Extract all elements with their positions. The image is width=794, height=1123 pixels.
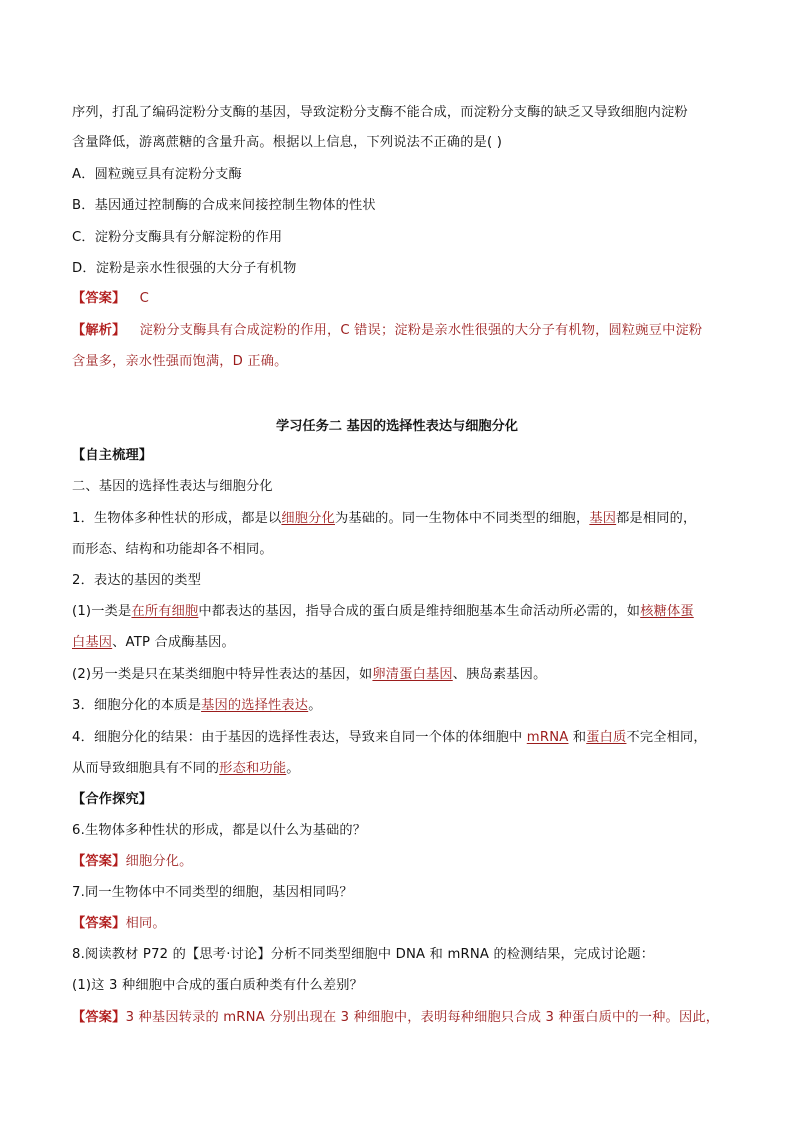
question-8: 8.阅读教材 P72 的【思考·讨论】分析不同类型细胞中 DNA 和 mRNA 的检测结果，完成讨论题： <box>72 947 655 962</box>
point-1: 1．生物体多种性状的形成，都是以细胞分化为基础的。同一生物体中不同类型的细胞，基因都是相同的， <box>72 511 697 526</box>
analysis-text-line-2: 含量多，亲水性强而饱满，D 正确。 <box>72 354 288 369</box>
answer-row <box>72 290 149 308</box>
answer-label: 【答案】 <box>72 291 126 306</box>
question-6: 6.生物体多种性状的形成，都是以什么为基础的？ <box>72 823 367 838</box>
point-3: 3．细胞分化的本质是基因的选择性表达。 <box>72 698 322 713</box>
point-2-1: (1)一类是在所有细胞中都表达的基因，指导合成的蛋白质是维持细胞基本生命活动所必需的，如核糖体蛋 <box>72 604 694 619</box>
answer-value: C <box>139 291 149 306</box>
analysis-row <box>72 322 702 340</box>
analysis-label: 【解析】 <box>72 323 126 338</box>
question-8-1: (1)这 3 种细胞中合成的蛋白质种类有什么差别？ <box>72 978 364 993</box>
analysis-text-line-1: 淀粉分支酶具有合成淀粉的作用，C 错误；淀粉是亲水性很强的大分子有机物，圆粒豌豆中淀粉 <box>139 323 703 338</box>
blank-answer: 基因 <box>589 511 617 526</box>
self-study-label: 【自主梳理】 <box>72 448 153 463</box>
blank-answer: 蛋白质 <box>586 730 627 745</box>
blank-answer: mRNA <box>526 730 569 745</box>
point-2-1-line-2: 白基因、ATP 合成酶基因。 <box>72 635 235 650</box>
option-a: A．圆粒豌豆具有淀粉分支酶 <box>72 167 242 182</box>
point-1-line-2: 而形态、结构和功能却各不相同。 <box>72 542 273 557</box>
task-title: 学习任务二 基因的选择性表达与细胞分化 <box>276 419 518 434</box>
point-4: 4．细胞分化的结果：由于基因的选择性表达，导致来自同一个体的体细胞中 mRNA 和蛋白质不完全相同， <box>72 730 707 745</box>
cooperative-inquiry-label: 【合作探究】 <box>72 792 153 807</box>
question-7: 7.同一生物体中不同类型的细胞，基因相同吗？ <box>72 885 353 900</box>
answer-6: 【答案】细胞分化。 <box>72 854 193 869</box>
option-b: B．基因通过控制酶的合成来间接控制生物体的性状 <box>72 198 376 213</box>
blank-answer: 核糖体蛋 <box>640 604 694 619</box>
question-text-line-1: 序列，打乱了编码淀粉分支酶的基因，导致淀粉分支酶不能合成，而淀粉分支酶的缺乏又导致细胞内淀粉 <box>72 105 688 120</box>
section-heading: 二、基因的选择性表达与细胞分化 <box>72 479 273 494</box>
question-text-line-2: 含量降低，游离蔗糖的含量升高。根据以上信息，下列说法不正确的是( ) <box>72 135 503 150</box>
answer-8-1: 【答案】3 种基因转录的 mRNA 分别出现在 3 种细胞中，表明每种细胞只合成 3 种蛋白质中的一种。因此， <box>72 1010 720 1025</box>
answer-7: 【答案】相同。 <box>72 916 166 931</box>
blank-answer: 在所有细胞 <box>131 604 199 619</box>
point-2-2: (2)另一类是只在某类细胞中特异性表达的基因，如卵清蛋白基因、胰岛素基因。 <box>72 667 547 682</box>
point-4-line-2: 从而导致细胞具有不同的形态和功能。 <box>72 761 300 776</box>
blank-answer: 形态和功能 <box>219 761 287 776</box>
blank-answer: 白基因 <box>72 635 113 650</box>
blank-answer: 细胞分化 <box>281 511 335 526</box>
option-d: D．淀粉是亲水性很强的大分子有机物 <box>72 261 297 276</box>
blank-answer: 卵清蛋白基因 <box>372 667 453 682</box>
blank-answer: 基因的选择性表达 <box>201 698 309 713</box>
point-2: 2．表达的基因的类型 <box>72 573 202 588</box>
option-c: C．淀粉分支酶具有分解淀粉的作用 <box>72 230 283 245</box>
